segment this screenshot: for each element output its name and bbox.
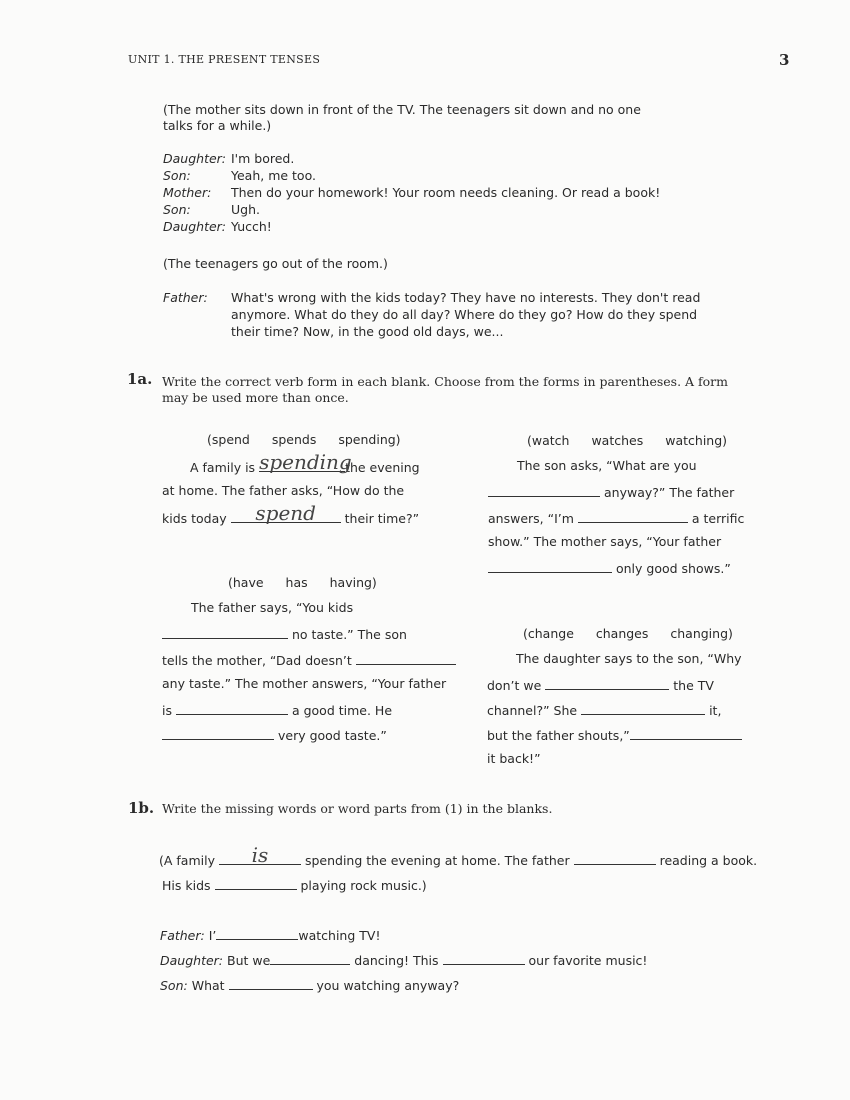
option: (watch (527, 433, 570, 448)
option: (spend (207, 432, 250, 447)
speaker-label: Son: (160, 978, 188, 993)
answer-blank[interactable] (219, 843, 301, 867)
exercise-line: The son asks, “What are you (517, 458, 697, 473)
option: (have (228, 575, 264, 590)
answer-blank[interactable] (443, 951, 525, 965)
answer-blank[interactable] (215, 876, 297, 890)
page-number: 3 (779, 51, 790, 69)
verb-options (523, 626, 733, 641)
stage-direction: (The teenagers go out of the room.) (163, 256, 388, 271)
speaker-label: Father: (163, 290, 208, 305)
answer-blank[interactable] (176, 701, 288, 715)
verb-options (527, 433, 727, 448)
speaker-label: Daughter: (163, 151, 227, 166)
exercise-line: A family is spending the evening (190, 450, 420, 475)
exercise-line: is a good time. He (162, 703, 393, 718)
option: spends (271, 432, 317, 447)
answer-blank[interactable] (162, 726, 274, 740)
verb-options (228, 575, 377, 590)
answer-blank[interactable] (259, 450, 352, 474)
exercise-line: Son: What you watching anyway? (160, 978, 460, 993)
answer-blank[interactable] (488, 483, 600, 497)
exercise-instruction: Write the correct verb form in each blank. Choose from the forms in parentheses. A form (162, 374, 728, 389)
answer-blank[interactable] (216, 926, 298, 940)
speaker-label: Daughter: (160, 953, 224, 968)
handwritten-answer: is (251, 843, 269, 867)
exercise-line: The father says, “You kids (191, 600, 354, 615)
exercise-line: but the father shouts,” (487, 726, 742, 743)
option: has (285, 575, 308, 590)
option: changes (595, 626, 649, 641)
exercise-line: only good shows.” (488, 559, 731, 576)
speaker-label: Son: (163, 202, 191, 217)
speaker-label: Son: (163, 168, 191, 183)
answer-blank[interactable] (581, 701, 705, 715)
handwritten-answer: spending (259, 450, 352, 474)
answer-blank[interactable] (574, 851, 656, 865)
exercise-instruction: Write the missing words or word parts from (1) in the blanks. (162, 801, 553, 816)
answer-blank[interactable] (231, 501, 341, 525)
answer-blank[interactable] (162, 625, 288, 639)
dialogue-line: Ugh. (231, 202, 260, 217)
answer-blank[interactable] (578, 509, 688, 523)
exercise-line: Daughter: But we dancing! This our favorite music! (160, 953, 648, 968)
exercise-number: 1b. (128, 799, 155, 817)
answer-blank[interactable] (545, 676, 669, 690)
exercise-line: very good taste.” (162, 726, 387, 743)
exercise-line: answers, “I’m a terrific (488, 511, 745, 526)
exercise-line: tells the mother, “Dad doesn’t (162, 651, 456, 668)
option: (change (523, 626, 574, 641)
dialogue-line: Yeah, me too. (231, 168, 316, 183)
option: watching) (665, 433, 728, 448)
exercise-line: The daughter says to the son, “Why (516, 651, 742, 666)
exercise-line: (A family is spending the evening at home. The father reading a book. (159, 843, 758, 868)
speaker-label: Father: (160, 928, 205, 943)
dialogue-line: anymore. What do they do all day? Where do they go? How do they spend (231, 307, 698, 322)
exercise-number: 1a. (127, 370, 153, 388)
exercise-line: any taste.” The mother answers, “Your father (162, 676, 447, 691)
option: changing) (670, 626, 733, 641)
answer-blank[interactable] (630, 726, 742, 740)
exercise-line: at home. The father asks, “How do the (162, 483, 405, 498)
option: having) (329, 575, 377, 590)
exercise-line: show.” The mother says, “Your father (488, 534, 722, 549)
answer-blank[interactable] (270, 951, 350, 965)
dialogue-line: What's wrong with the kids today? They have no interests. They don't read (231, 290, 701, 305)
exercise-line: Father: I’ watching TV! (160, 928, 381, 943)
option: spending) (338, 432, 401, 447)
exercise-line: channel?” She it, (487, 703, 722, 718)
exercise-line: don’t we the TV (487, 678, 714, 693)
option: watches (591, 433, 644, 448)
answer-blank[interactable] (356, 651, 456, 665)
dialogue-line: I'm bored. (231, 151, 295, 166)
exercise-line: kids today spend their time?” (162, 501, 420, 526)
dialogue-line: Then do your homework! Your room needs cleaning. Or read a book! (231, 185, 661, 200)
stage-direction: talks for a while.) (163, 118, 272, 133)
exercise-line: no taste.” The son (162, 625, 407, 642)
answer-blank[interactable] (488, 559, 612, 573)
handwritten-answer: spend (255, 501, 316, 525)
exercise-line: His kids playing rock music.) (162, 878, 427, 893)
verb-options (207, 432, 401, 447)
dialogue-line: their time? Now, in the good old days, we... (231, 324, 504, 339)
speaker-label: Mother: (163, 185, 212, 200)
exercise-instruction: may be used more than once. (162, 390, 349, 405)
dialogue-line: Yucch! (231, 219, 272, 234)
exercise-line: anyway?” The father (488, 483, 734, 500)
speaker-label: Daughter: (163, 219, 227, 234)
answer-blank[interactable] (229, 976, 313, 990)
stage-direction: (The mother sits down in front of the TV. The teenagers sit down and no one (163, 102, 641, 117)
exercise-line: it back!” (487, 751, 541, 766)
running-header: UNIT 1. THE PRESENT TENSES (128, 53, 321, 66)
